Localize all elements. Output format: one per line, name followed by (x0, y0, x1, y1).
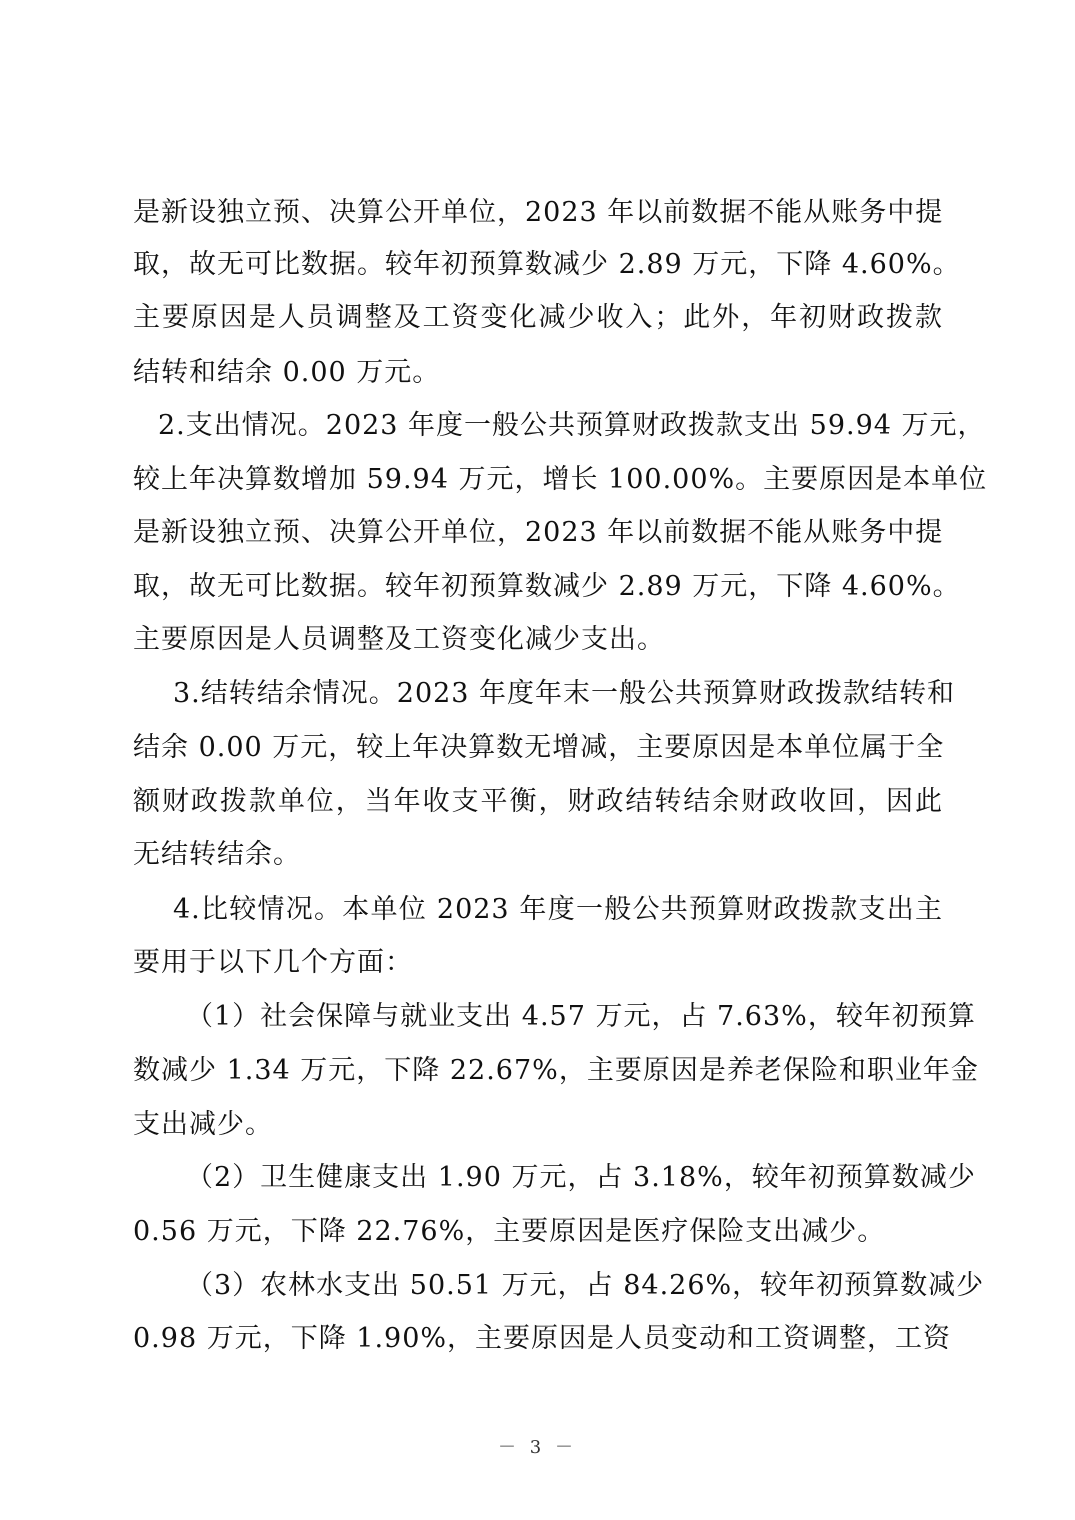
text-line-8: 取，故无可比数据。较年初预算数减少 2.89 万元，下降 4.60%。 (133, 571, 961, 602)
text-line-4: 结转和结余 0.00 万元。 (133, 357, 441, 388)
text-line-21: （3）农林水支出 50.51 万元，占 84.26%，较年初预算数减少 (186, 1270, 985, 1301)
page-number: － 3 － (498, 1437, 577, 1458)
text-line-22: 0.98 万元，下降 1.90%，主要原因是人员变动和工资调整，工资 (133, 1323, 952, 1354)
text-line-16: （1）社会保障与就业支出 4.57 万元，占 7.63%，较年初预算 (186, 1001, 976, 1032)
text-line-17: 数减少 1.34 万元，下降 22.67%，主要原因是养老保险和职业年金 (133, 1055, 979, 1086)
text-line-14: 4.比较情况。本单位 2023 年度一般公共预算财政拨款支出主 (173, 894, 943, 925)
text-line-15: 要用于以下几个方面： (133, 947, 413, 978)
text-line-2: 取，故无可比数据。较年初预算数减少 2.89 万元，下降 4.60%。 (133, 249, 961, 280)
text-line-1: 是新设独立预、决算公开单位，2023 年以前数据不能从账务中提 (133, 197, 944, 228)
text-line-9: 主要原因是人员调整及工资变化减少支出。 (133, 624, 665, 655)
text-line-13: 无结转结余。 (133, 839, 301, 870)
text-line-10: 3.结转结余情况。2023 年度年末一般公共预算财政拨款结转和 (173, 678, 956, 709)
text-line-12: 额财政拨款单位，当年收支平衡，财政结转结余财政收回，因此 (133, 786, 943, 817)
text-line-19: （2）卫生健康支出 1.90 万元，占 3.18%，较年初预算数减少 (186, 1162, 976, 1193)
text-line-3: 主要原因是人员调整及工资变化减少收入；此外，年初财政拨款 (133, 302, 943, 333)
text-line-18: 支出减少。 (133, 1109, 273, 1140)
text-line-20: 0.56 万元，下降 22.76%，主要原因是医疗保险支出减少。 (133, 1216, 886, 1247)
text-line-5: 2.支出情况。2023 年度一般公共预算财政拨款支出 59.94 万元， (158, 410, 986, 441)
text-line-11: 结余 0.00 万元，较上年决算数无增减，主要原因是本单位属于全 (133, 732, 945, 763)
text-line-6: 较上年决算数增加 59.94 万元，增长 100.00%。主要原因是本单位 (133, 464, 988, 495)
text-line-7: 是新设独立预、决算公开单位，2023 年以前数据不能从账务中提 (133, 517, 944, 548)
